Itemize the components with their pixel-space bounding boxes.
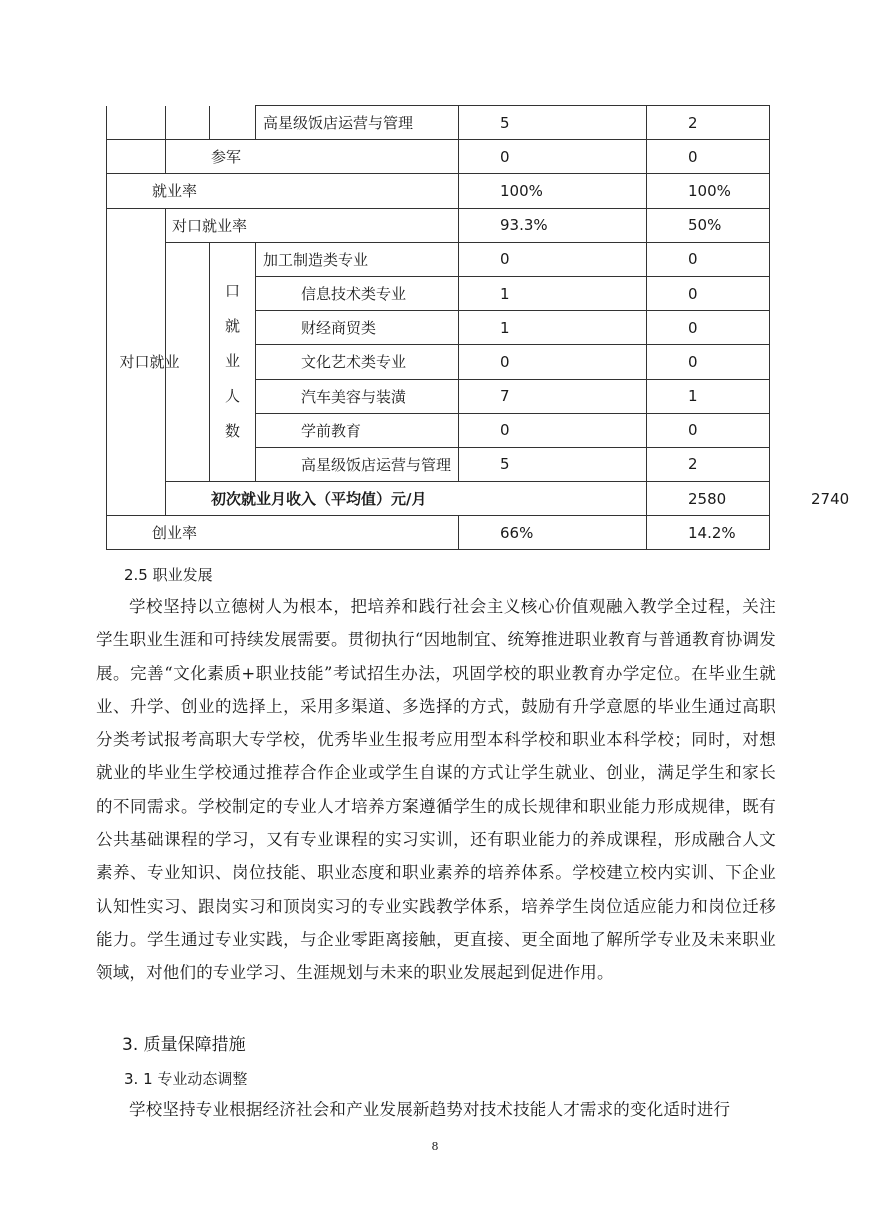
section-heading-3-1: 3. 1 专业动态调整 [124, 1070, 248, 1088]
table-cell [210, 106, 256, 140]
value-cell: 0 [459, 345, 647, 379]
value-cell: 2580 [647, 482, 770, 516]
value-cell: 0 [647, 276, 770, 310]
table-cell [107, 106, 166, 140]
table-cell [166, 106, 210, 140]
row-label: 财经商贸类 [256, 311, 459, 345]
value-cell: 50% [647, 208, 770, 242]
row-label: 文化艺术类专业 [256, 345, 459, 379]
group-label-count [210, 242, 256, 481]
page-number: 8 [431, 1140, 439, 1153]
value-cell: 7 [459, 379, 647, 413]
table-row [107, 208, 770, 242]
value-cell: 5 [459, 106, 647, 140]
value-cell: 93.3% [459, 208, 647, 242]
table-row [107, 174, 770, 208]
row-label: 参军 [166, 140, 459, 174]
table-row [107, 242, 770, 276]
group-label-matched [107, 208, 180, 516]
row-label: 高星级饭店运营与管理 [256, 447, 459, 481]
value-cell: 1 [459, 276, 647, 310]
group-char: 数 [224, 422, 240, 441]
row-label: 学前教育 [256, 413, 459, 447]
section-heading-3: 3. 质量保障措施 [122, 1035, 246, 1055]
table-cell [107, 140, 166, 174]
group-char: 就 [224, 317, 240, 336]
value-cell: 66% [459, 516, 647, 550]
value-cell: 1 [459, 311, 647, 345]
table-row [107, 106, 770, 140]
row-label: 信息技术类专业 [256, 276, 459, 310]
value-cell: 0 [647, 140, 770, 174]
value-cell: 2 [647, 447, 770, 481]
table-row [107, 516, 770, 550]
value-cell: 0 [647, 242, 770, 276]
section-2-5-paragraph: 学校坚持以立德树人为根本，把培养和践行社会主义核心价值观融入教学全过程，关注学生职业生涯和可持续发展需要。贯彻执行“因地制宜、统筹推进职业教育与普通教育协调发展。完善“文化素质+职业技能”考试招生办法，巩固学校的职业教育办学定位。在毕业生就业、升学、创业的选择上，采用多渠道、多选择的方式，鼓励有升学意愿的毕业生通过高职分类考试报考高职大专学校，优秀毕业生报考应用型本科学校和职业本科学校；同时，对想就业的毕业生学校通过推荐合作企业或学生自谋的方式让学生就业、创业，满足学生和家长的不同需求。学校制定的专业人才培养方案遵循学生的成长规律和职业能力形成规律，既有公共基础课程的学习，又有专业课程的实习实训，还有职业能力的养成课程，形成融合人文素养、专业知识、岗位技能、职业态度和职业素养的培养体系。学校建立校内实训、下企业认知性实习、跟岗实习和顶岗实习的专业实践教学体系，培养学生岗位适应能力和岗位迁移能力。学生通过专业实践，与企业零距离接触，更直接、更全面地了解所学专业及未来职业领域，对他们的专业学习、生涯规划与未来的职业发展起到促进作用。 [96, 597, 776, 983]
section-3-1-paragraph: 学校坚持专业根据经济社会和产业发展新趋势对技术技能人才需求的变化适时进行 [129, 1100, 731, 1119]
section-heading-2-5: 2.5 职业发展 [124, 566, 213, 584]
value-cell: 100% [647, 174, 770, 208]
row-label: 加工制造类专业 [256, 242, 459, 276]
group-char: 口 [224, 282, 240, 301]
row-label: 对口就业率 [166, 208, 459, 242]
table-row [107, 140, 770, 174]
table-row: 初次就业月收入（平均值）元/月 2580 2740 [107, 482, 770, 516]
value-cell: 0 [647, 345, 770, 379]
row-label: 初次就业月收入（平均值）元/月 [166, 482, 647, 516]
row-label: 就业率 [107, 174, 459, 208]
value-cell: 0 [459, 242, 647, 276]
group-char: 人 [224, 387, 240, 406]
value-cell: 14.2% [647, 516, 770, 550]
value-cell: 0 [459, 140, 647, 174]
value-cell: 0 [647, 311, 770, 345]
row-label: 汽车美容与装潢 [256, 379, 459, 413]
group-text: 对口就业 [119, 352, 180, 371]
value-cell: 0 [647, 413, 770, 447]
group-char: 业 [224, 352, 240, 371]
value-cell: 5 [459, 447, 647, 481]
value-cell: 2 [647, 106, 770, 140]
employment-stats-table [106, 105, 850, 550]
value-cell: 100% [459, 174, 647, 208]
value-cell: 1 [647, 379, 770, 413]
value-cell: 0 [459, 413, 647, 447]
row-label: 高星级饭店运营与管理 [256, 106, 459, 140]
row-label: 创业率 [107, 516, 459, 550]
